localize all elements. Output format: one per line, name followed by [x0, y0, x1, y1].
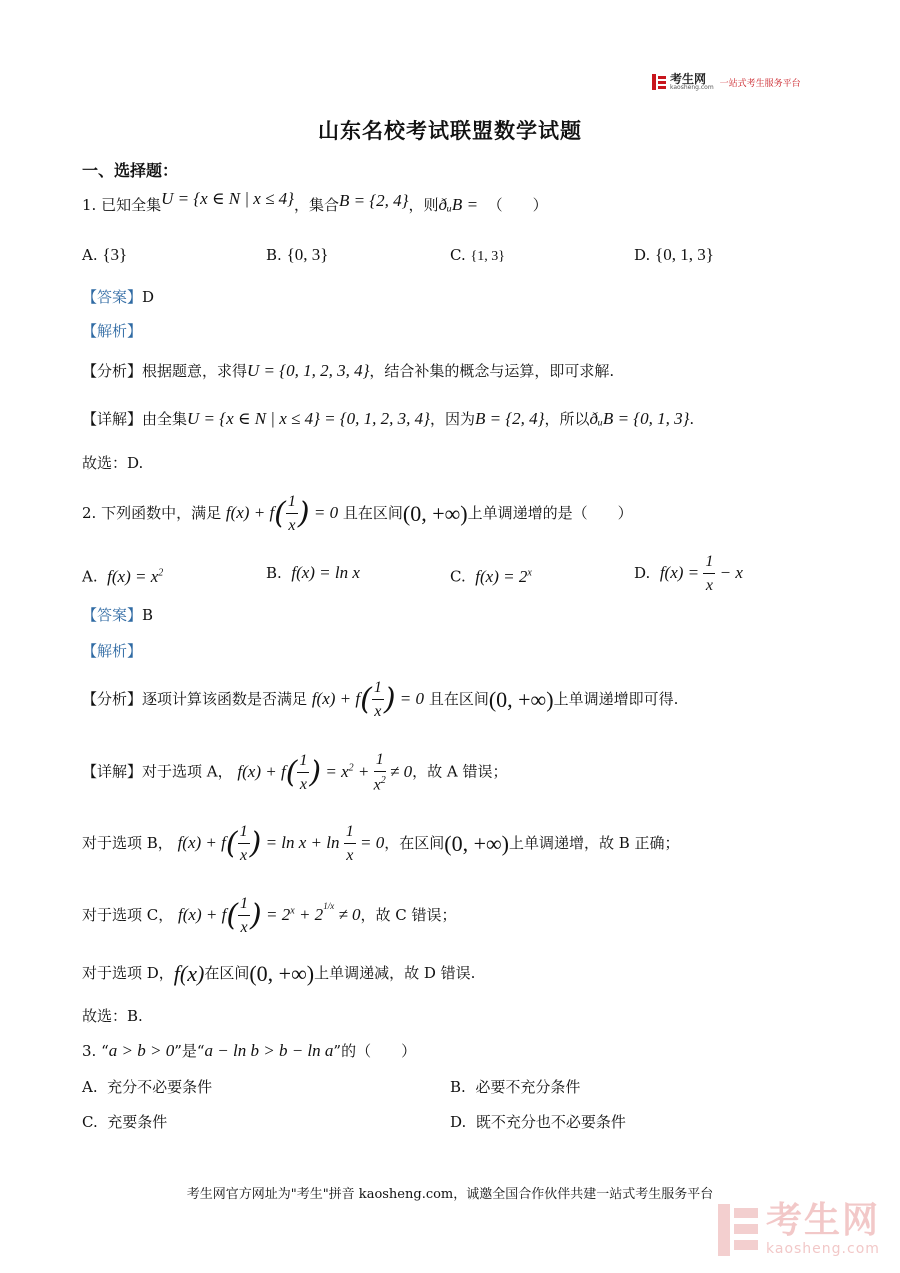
q3-option-a[interactable]: A. 充分不必要条件 — [82, 1078, 213, 1096]
q2-fenxi: 【分析】逐项计算该函数是否满足 f(x) + f( $\frac{1}{x}$ ) = 0 且在区间(0, +∞)上单调递增即可得. — [82, 679, 679, 720]
header-brand-url: kaosheng.com — [670, 84, 714, 91]
q1-expr: ðᵤB = — [438, 195, 479, 214]
q1-set-u: U = {x ∈ N | x ≤ 4} — [161, 189, 294, 208]
q1-stem: 1. 已知全集U = {x ∈ N | x ≤ 4}，集合B = {2, 4}，则ðᵤB = （ ） — [82, 189, 548, 214]
header-logo[interactable] — [652, 73, 801, 91]
header-slogan: 一站式考生服务平台 — [719, 78, 801, 89]
q3-option-c[interactable]: C. 充要条件 — [82, 1113, 168, 1131]
q3-option-b[interactable]: B. 必要不充分条件 — [450, 1078, 581, 1096]
q3-option-d[interactable]: D. 既不充分也不必要条件 — [450, 1113, 626, 1131]
q1-option-d[interactable]: D. {0, 1, 3} — [634, 245, 714, 264]
q1-fenxi: 【分析】根据题意，求得U = {0, 1, 2, 3, 4}，结合补集的概念与运算，即可求解. — [82, 361, 615, 380]
q2-xiangjie-a: 【详解】对于选项 A， f(x) + f( $\frac{1}{x}$ ) = $x^2$ + $\frac{1}{x^2}$ ≠ 0，故 A 错误； — [82, 751, 508, 794]
watermark — [718, 1200, 881, 1257]
q2-answer: 【答案】B — [82, 606, 154, 624]
q2-analysis-heading: 【解析】 — [82, 642, 143, 660]
q2-option-d[interactable]: D. f(x) = $\frac{1}{x}$ − x — [634, 553, 743, 594]
q2-stem: 2. 下列函数中，满足 f(x) + f( $\frac{1}{x}$ ) = 0 且在区间(0, +∞)上单调递增的是（ ） — [82, 493, 633, 534]
page-title: 山东名校考试联盟数学试题 — [318, 118, 582, 143]
q1-option-a[interactable]: A. {3} — [82, 245, 128, 264]
watermark-url: kaosheng.com — [766, 1241, 880, 1257]
q1-analysis-heading: 【解析】 — [82, 322, 143, 340]
q2-conclusion: 故选：B. — [82, 1007, 143, 1025]
q2-option-b[interactable]: B. f(x) = ln x — [266, 563, 360, 582]
kaosheng-logo-icon — [652, 74, 666, 90]
q3-stem: 3. “a > b > 0”是“a − ln b > b − ln a”的（ ） — [82, 1041, 417, 1060]
q1-option-b[interactable]: B. {0, 3} — [266, 245, 329, 264]
q2-xiangjie-b: 对于选项 B， f(x) + f( $\frac{1}{x}$ ) = ln x + ln $\frac{1}{x}$ = 0，在区间(0, +∞)上单调递增，故 B 正确； — [82, 823, 680, 864]
header-brand: 考生网 — [670, 72, 707, 86]
q2-xiangjie-d: 对于选项 D，f(x)在区间(0, +∞)上单调递减，故 D 错误. — [82, 961, 476, 986]
watermark-logo-icon — [718, 1204, 758, 1256]
footer-note: 考生网官方网址为"考生"拼音 kaosheng.com，诚邀全国合作伙伴共建一站式考生服务平台 — [186, 1187, 714, 1202]
watermark-brand: 考生网 — [766, 1200, 881, 1241]
q1-answer: 【答案】D — [82, 288, 155, 306]
q2-option-a[interactable]: A. $f(x) = x^2$ — [82, 566, 164, 586]
q1-set-b: B = {2, 4} — [338, 191, 409, 210]
q1-xiangjie: 【详解】由全集U = {x ∈ N | x ≤ 4} = {0, 1, 2, 3, 4}，因为B = {2, 4}，所以ðᵤB = {0, 1, 3}. — [82, 409, 695, 428]
q2-option-c[interactable]: C. $f(x) = 2^x$ — [450, 566, 532, 586]
q2-condition: f(x) + f( $\frac{1}{x}$ ) = 0 — [225, 493, 339, 534]
q1-conclusion: 故选：D. — [82, 454, 144, 472]
q1-option-c[interactable]: C. {1, 3} — [450, 246, 505, 264]
section-heading: 一、选择题： — [82, 161, 179, 180]
q2-xiangjie-c: 对于选项 C， f(x) + f( $\frac{1}{x}$ ) = $2^x + 2^{1/x} \ne 0$，故 C 错误； — [82, 895, 457, 936]
